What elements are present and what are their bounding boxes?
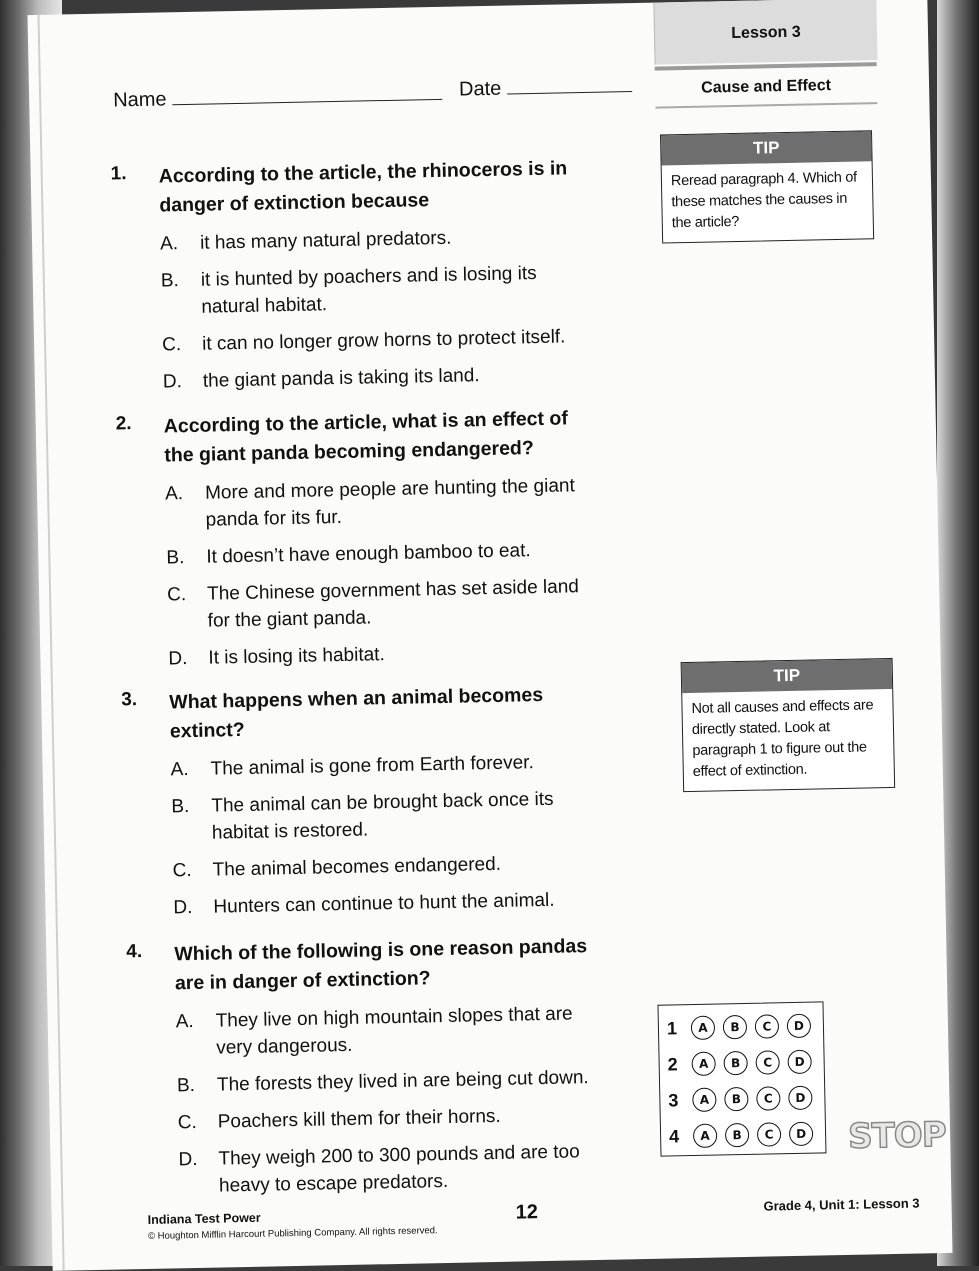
skill-label: Cause and Effect	[701, 77, 832, 97]
option-letter: A.	[164, 483, 184, 505]
name-field[interactable]	[113, 83, 443, 113]
option-d[interactable]	[178, 1138, 611, 1201]
option-text: it is hunted by poachers and is losing its natural habitat.	[200, 262, 537, 318]
option-letter: A.	[159, 233, 179, 255]
footer-unit: Grade 4, Unit 1: Lesson 3	[763, 1195, 920, 1214]
option-letter: D.	[173, 897, 193, 919]
bubble-c[interactable]: C	[756, 1086, 780, 1110]
answer-row-number: 2	[667, 1053, 678, 1075]
option-c[interactable]	[167, 573, 600, 636]
bubble-a[interactable]: A	[691, 1052, 715, 1076]
option-d[interactable]	[163, 360, 595, 396]
option-text: the giant panda is taking its land.	[202, 365, 480, 392]
tip-title: TIP	[682, 659, 893, 693]
option-a[interactable]	[170, 748, 602, 784]
date-field[interactable]	[459, 75, 633, 101]
option-a[interactable]	[160, 222, 592, 258]
option-text: They live on high mountain slopes that are very dangerous.	[215, 1003, 573, 1059]
option-text: It is losing its habitat.	[208, 644, 385, 669]
option-letter: C.	[172, 860, 192, 882]
question-number: 3.	[121, 689, 138, 711]
option-b[interactable]	[161, 259, 594, 322]
option-letter: B.	[171, 796, 190, 818]
bubble-c[interactable]: C	[755, 1050, 779, 1074]
option-d[interactable]	[173, 886, 605, 922]
tip-box-1	[660, 130, 874, 243]
name-label: Name	[112, 88, 167, 112]
tip-text: Not all causes and effects are directly stated. Look at paragraph 1 to figure out the effect of extinction.	[691, 697, 874, 780]
bubble-a[interactable]: A	[691, 1016, 715, 1040]
bubble-d[interactable]: D	[787, 1014, 811, 1038]
option-letter: C.	[177, 1111, 197, 1134]
answer-row-number: 1	[666, 1017, 678, 1039]
footer-copyright: © Houghton Mifflin Harcourt Publishing Company. All rights reserved.	[147, 1225, 438, 1242]
option-text: More and more people are hunting the giant panda for its fur.	[204, 475, 575, 531]
question-text: Which of the following is one reason pandas are in danger of extinction?	[174, 935, 588, 995]
bubble-a[interactable]: A	[693, 1124, 717, 1148]
question-text: According to the article, the rhinoceros is in danger of extinction because	[158, 157, 568, 217]
option-b[interactable]	[177, 1064, 609, 1100]
bubble-b[interactable]: B	[723, 1051, 747, 1075]
answer-grid	[657, 1001, 826, 1156]
option-letter: A.	[170, 759, 189, 781]
answer-row-4	[669, 1119, 814, 1152]
option-text: Poachers kill them for their horns.	[217, 1105, 501, 1133]
bubble-d[interactable]: D	[787, 1050, 811, 1074]
option-letter: A.	[175, 1011, 194, 1033]
question-1	[110, 154, 595, 397]
option-text: Hunters can continue to hunt the animal.	[213, 889, 555, 918]
tip-box-2	[681, 658, 896, 792]
option-text: The animal is gone from Earth forever.	[210, 752, 534, 780]
option-letter: C.	[161, 334, 182, 356]
date-line	[507, 90, 632, 95]
lesson-banner	[653, 0, 877, 65]
option-a[interactable]	[175, 1000, 608, 1063]
worksheet-page	[27, 0, 952, 1271]
question-3	[121, 680, 606, 923]
answer-row-2	[667, 1047, 812, 1080]
bubble-a[interactable]: A	[692, 1088, 716, 1112]
option-letter: D.	[162, 371, 183, 393]
option-c[interactable]	[162, 323, 594, 359]
option-letter: B.	[160, 270, 180, 292]
bubble-c[interactable]: C	[757, 1122, 781, 1146]
answer-row-number: 4	[668, 1125, 680, 1147]
question-number: 2.	[115, 413, 132, 435]
answer-row-1	[667, 1011, 812, 1044]
page-number: 12	[515, 1201, 539, 1224]
option-letter: C.	[166, 584, 187, 606]
question-text: What happens when an animal becomes extinct?	[169, 683, 544, 743]
name-line	[173, 98, 443, 105]
option-letter: D.	[168, 648, 188, 670]
option-letter: D.	[178, 1148, 198, 1171]
option-c[interactable]	[177, 1101, 609, 1137]
answer-row-number: 3	[668, 1089, 679, 1111]
tip-title: TIP	[661, 131, 872, 165]
option-c[interactable]	[172, 849, 604, 885]
date-label: Date	[458, 77, 502, 101]
footer-brand: Indiana Test Power	[147, 1210, 261, 1227]
option-b[interactable]	[166, 536, 598, 572]
option-text: The forests they lived in are being cut down.	[216, 1067, 589, 1096]
answer-row-3	[668, 1083, 813, 1116]
option-d[interactable]	[168, 637, 600, 673]
lesson-label: Lesson 3	[731, 23, 801, 43]
bubble-d[interactable]: D	[788, 1086, 812, 1110]
option-text: The Chinese government has set aside land for the giant panda.	[206, 576, 580, 632]
question-4	[126, 932, 611, 1202]
stop-sign: STOP	[847, 1114, 947, 1157]
bubble-b[interactable]: B	[723, 1015, 747, 1039]
option-a[interactable]	[165, 472, 598, 535]
bubble-b[interactable]: B	[724, 1087, 748, 1111]
option-text: it has many natural predators.	[199, 227, 452, 254]
skill-rule	[655, 102, 877, 108]
option-b[interactable]	[171, 785, 604, 848]
question-2	[115, 404, 600, 674]
question-number: 4.	[126, 941, 143, 963]
option-letter: B.	[166, 547, 185, 569]
bubble-d[interactable]: D	[789, 1122, 813, 1146]
option-text: The animal becomes endangered.	[212, 853, 502, 881]
option-letter: B.	[176, 1075, 196, 1097]
question-number: 1.	[110, 163, 127, 185]
bubble-b[interactable]: B	[725, 1123, 749, 1147]
option-text: It doesn’t have enough bamboo to eat.	[206, 540, 531, 568]
option-text: They weigh 200 to 300 pounds and are too heavy to escape predators.	[218, 1141, 580, 1197]
option-text: The animal can be brought back once its habitat is restored.	[211, 788, 554, 844]
bubble-c[interactable]: C	[755, 1014, 779, 1038]
option-text: it can no longer grow horns to protect itself.	[201, 326, 566, 355]
question-text: According to the article, what is an effect of the giant panda becoming endangered?	[163, 407, 569, 467]
tip-text: Reread paragraph 4. Which of these matches the causes in the article?	[670, 169, 857, 232]
